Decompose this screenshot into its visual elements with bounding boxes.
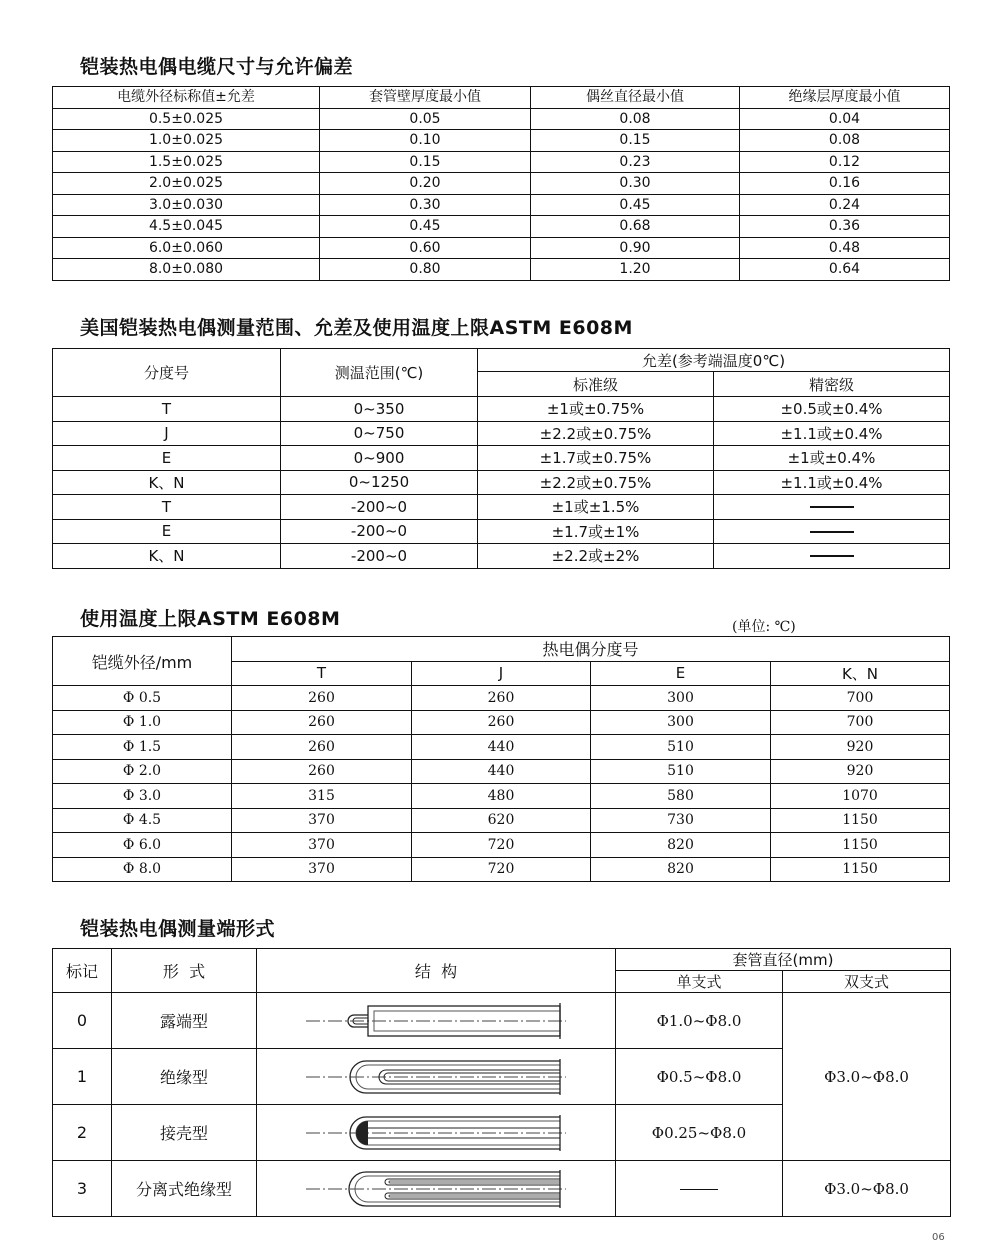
table-cell: ±0.5或±0.4% (714, 397, 950, 422)
table-row (53, 173, 950, 195)
table-row (53, 710, 950, 735)
table-cell: 0.30 (320, 194, 531, 216)
structure-cell (257, 993, 616, 1049)
grade-header: J (412, 661, 591, 686)
column-header: 套管壁厚度最小值 (320, 87, 531, 109)
table-cell: 370 (232, 857, 412, 882)
table-cell: ±1.7或±1% (478, 519, 714, 544)
table-cell: 260 (232, 686, 412, 711)
double-diameter-cell: Φ3.0~Φ8.0 (783, 1161, 951, 1217)
header-precision: 精密级 (714, 372, 950, 397)
table-row (53, 519, 950, 544)
table-cell: Φ 4.5 (53, 808, 232, 833)
table-cell: 260 (232, 710, 412, 735)
table-cell: 370 (232, 808, 412, 833)
table-row (53, 495, 950, 520)
table-header-row (53, 637, 950, 662)
table-cell: Φ 3.0 (53, 784, 232, 809)
structure-cell (257, 1161, 616, 1217)
exposed-junction-icon (306, 1001, 566, 1041)
table-cell: 1.5±0.025 (53, 151, 320, 173)
form-cell: 接壳型 (112, 1105, 257, 1161)
table-cell: 0.08 (740, 130, 950, 152)
grade-header: T (232, 661, 412, 686)
table-cell: ±2.2或±0.75% (478, 470, 714, 495)
temperature-limit-table (52, 636, 950, 882)
table-cell: ±1.7或±0.75% (478, 446, 714, 471)
table-row (53, 194, 950, 216)
table-row (53, 735, 950, 760)
table-cell: 315 (232, 784, 412, 809)
header-single: 单支式 (616, 971, 783, 993)
section4-title: 铠装热电偶测量端形式 (80, 918, 276, 940)
table-cell: 0.5±0.025 (53, 108, 320, 130)
table-cell: 0.20 (320, 173, 531, 195)
table-cell: 1.0±0.025 (53, 130, 320, 152)
table-row (53, 993, 951, 1049)
header-double: 双支式 (783, 971, 951, 993)
table-cell: 0.45 (531, 194, 740, 216)
double-diameter-cell: Φ3.0~Φ8.0 (783, 993, 951, 1161)
table-cell: J (53, 421, 281, 446)
table-cell: 300 (591, 686, 771, 711)
table-cell: 700 (771, 710, 950, 735)
table-row (53, 397, 950, 422)
table-cell: 440 (412, 759, 591, 784)
table-cell: 620 (412, 808, 591, 833)
table-row (53, 216, 950, 238)
header-structure: 结 构 (257, 949, 616, 993)
insulated-junction-icon (306, 1057, 566, 1097)
table-cell: T (53, 397, 281, 422)
table-row (53, 421, 950, 446)
table-row (53, 1161, 951, 1217)
unit-label: (单位: ℃) (732, 619, 796, 635)
table-cell: 510 (591, 759, 771, 784)
table-row (53, 130, 950, 152)
table-cell: K、N (53, 470, 281, 495)
table-row (53, 470, 950, 495)
table-cell: 820 (591, 833, 771, 858)
table-row (53, 446, 950, 471)
header-diameter: 铠缆外径/mm (53, 637, 232, 686)
table-row (53, 808, 950, 833)
page-number: 06 (932, 1232, 945, 1243)
single-diameter-cell: Φ0.25~Φ8.0 (616, 1105, 783, 1161)
table-cell: 720 (412, 833, 591, 858)
table-cell: 440 (412, 735, 591, 760)
empty-cell-dash (616, 1161, 783, 1217)
table-header-row (53, 949, 951, 971)
empty-cell-dash (714, 544, 950, 569)
table-cell: 1070 (771, 784, 950, 809)
table-cell: 1150 (771, 857, 950, 882)
table-cell: 0~350 (281, 397, 478, 422)
table-cell: 0.45 (320, 216, 531, 238)
header-tolerance: 允差(参考端温度0℃) (478, 349, 950, 372)
table-cell: 0~750 (281, 421, 478, 446)
table-cell: 260 (232, 735, 412, 760)
table-cell: ±1或±0.4% (714, 446, 950, 471)
table-cell: 6.0±0.060 (53, 237, 320, 259)
table-cell: 580 (591, 784, 771, 809)
cable-dimension-table (52, 86, 950, 281)
table-cell: ±1或±1.5% (478, 495, 714, 520)
table-cell: ±2.2或±2% (478, 544, 714, 569)
grounded-junction-icon (306, 1113, 566, 1153)
structure-cell (257, 1049, 616, 1105)
table-cell: 510 (591, 735, 771, 760)
table-cell: Φ 2.0 (53, 759, 232, 784)
structure-cell (257, 1105, 616, 1161)
table-cell: 0.24 (740, 194, 950, 216)
table-cell: Φ 0.5 (53, 686, 232, 711)
column-header: 绝缘层厚度最小值 (740, 87, 950, 109)
table-cell: 920 (771, 735, 950, 760)
table-cell: 260 (412, 710, 591, 735)
column-header: 偶丝直径最小值 (531, 87, 740, 109)
table-cell: 700 (771, 686, 950, 711)
table-cell: 0.90 (531, 237, 740, 259)
table-cell: Φ 1.5 (53, 735, 232, 760)
table-cell: ±1.1或±0.4% (714, 421, 950, 446)
astm-tolerance-table (52, 348, 950, 569)
table-cell: 480 (412, 784, 591, 809)
table-cell: 0.16 (740, 173, 950, 195)
table-cell: ±1.1或±0.4% (714, 470, 950, 495)
table-cell: Φ 6.0 (53, 833, 232, 858)
table-cell: 730 (591, 808, 771, 833)
table-cell: 0.15 (320, 151, 531, 173)
header-sheath-diameter: 套管直径(mm) (616, 949, 951, 971)
table-cell: 0.12 (740, 151, 950, 173)
table-cell: 0.15 (531, 130, 740, 152)
separated-insulated-junction-icon (306, 1169, 566, 1209)
table-cell: 0.64 (740, 259, 950, 281)
table-row (53, 759, 950, 784)
table-cell: K、N (53, 544, 281, 569)
table-cell: 0.04 (740, 108, 950, 130)
mark-cell: 3 (53, 1161, 112, 1217)
header-grade: 分度号 (53, 349, 281, 397)
table-cell: 0.10 (320, 130, 531, 152)
form-cell: 分离式绝缘型 (112, 1161, 257, 1217)
table-cell: 1150 (771, 833, 950, 858)
table-cell: Φ 8.0 (53, 857, 232, 882)
section2-title: 美国铠装热电偶测量范围、允差及使用温度上限ASTM E608M (80, 317, 633, 339)
table-cell: -200~0 (281, 519, 478, 544)
form-cell: 绝缘型 (112, 1049, 257, 1105)
table-cell: -200~0 (281, 495, 478, 520)
mark-cell: 0 (53, 993, 112, 1049)
table-cell: 260 (232, 759, 412, 784)
table-cell: 0.80 (320, 259, 531, 281)
table-cell: 920 (771, 759, 950, 784)
table-header-row (53, 87, 950, 109)
table-cell: ±1或±0.75% (478, 397, 714, 422)
table-cell: ±2.2或±0.75% (478, 421, 714, 446)
header-standard: 标准级 (478, 372, 714, 397)
empty-cell-dash (714, 495, 950, 520)
table-cell: 0.60 (320, 237, 531, 259)
table-row (53, 544, 950, 569)
grade-header: K、N (771, 661, 950, 686)
table-cell: 0.05 (320, 108, 531, 130)
table-cell: E (53, 519, 281, 544)
table-cell: 2.0±0.025 (53, 173, 320, 195)
table-cell: T (53, 495, 281, 520)
table-cell: 3.0±0.030 (53, 194, 320, 216)
table-cell: Φ 1.0 (53, 710, 232, 735)
header-mark: 标记 (53, 949, 112, 993)
table-row (53, 237, 950, 259)
section3-title: 使用温度上限ASTM E608M (80, 608, 341, 630)
table-row (53, 833, 950, 858)
mark-cell: 1 (53, 1049, 112, 1105)
table-cell: 0.23 (531, 151, 740, 173)
header-form: 形 式 (112, 949, 257, 993)
table-header-row (53, 349, 950, 372)
table-cell: 0.48 (740, 237, 950, 259)
table-cell: 8.0±0.080 (53, 259, 320, 281)
table-cell: 1.20 (531, 259, 740, 281)
single-diameter-cell: Φ1.0~Φ8.0 (616, 993, 783, 1049)
column-header: 电缆外径标称值±允差 (53, 87, 320, 109)
table-cell: 0.36 (740, 216, 950, 238)
table-cell: -200~0 (281, 544, 478, 569)
table-row (53, 108, 950, 130)
table-cell: 1150 (771, 808, 950, 833)
table-cell: 260 (412, 686, 591, 711)
table-row (53, 151, 950, 173)
table-cell: 4.5±0.045 (53, 216, 320, 238)
single-diameter-cell: Φ0.5~Φ8.0 (616, 1049, 783, 1105)
table-cell: E (53, 446, 281, 471)
grade-header: E (591, 661, 771, 686)
table-cell: 0.68 (531, 216, 740, 238)
table-cell: 0.08 (531, 108, 740, 130)
table-row (53, 686, 950, 711)
table-row (53, 259, 950, 281)
junction-type-table (52, 948, 951, 1217)
empty-cell-dash (714, 519, 950, 544)
section1-title: 铠装热电偶电缆尺寸与允许偏差 (80, 56, 354, 78)
table-cell: 0.30 (531, 173, 740, 195)
table-row (53, 857, 950, 882)
table-cell: 0~1250 (281, 470, 478, 495)
form-cell: 露端型 (112, 993, 257, 1049)
table-row (53, 784, 950, 809)
table-cell: 300 (591, 710, 771, 735)
mark-cell: 2 (53, 1105, 112, 1161)
table-cell: 820 (591, 857, 771, 882)
header-grade: 热电偶分度号 (232, 637, 950, 662)
table-cell: 0~900 (281, 446, 478, 471)
table-cell: 370 (232, 833, 412, 858)
table-cell: 720 (412, 857, 591, 882)
header-range: 测温范围(℃) (281, 349, 478, 397)
